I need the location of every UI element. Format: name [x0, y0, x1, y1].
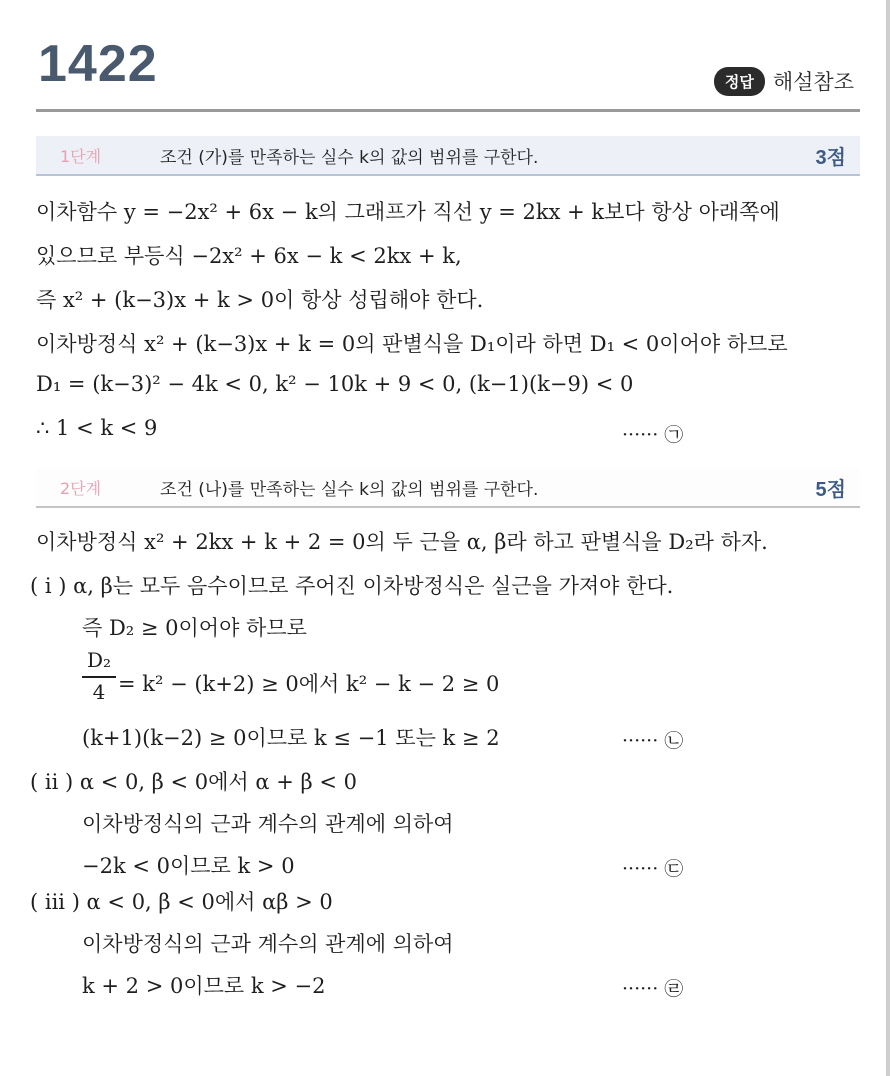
step1-line-4: 이차방정식 x² + (k−3)x + k = 0의 판별식을 D₁이라 하면 D₁ < 0이어야 하므로 [36, 332, 788, 356]
case3-line-2: 이차방정식의 근과 계수의 관계에 의하여 [82, 932, 454, 956]
case3-line-1: ( iii ) α < 0, β < 0에서 αβ > 0 [30, 890, 333, 914]
case2-line-2: 이차방정식의 근과 계수의 관계에 의하여 [82, 812, 454, 836]
case1-line-2: 즉 D₂ ≥ 0이어야 하므로 [82, 616, 307, 640]
case2-line-3: −2k < 0이므로 k > 0 [82, 854, 295, 878]
step2-score: 5점 [815, 478, 846, 501]
case1-line-1: ( i ) α, β는 모두 음수이므로 주어진 이차방정식은 실근을 가져야 한다. [30, 574, 674, 598]
step1-line-2: 있으므로 부등식 −2x² + 6x − k < 2kx + k, [36, 244, 462, 268]
step2-intro: 이차방정식 x² + 2kx + k + 2 = 0의 두 근을 α, β라 하고 판별식을 D₂라 하자. [36, 530, 768, 554]
case1-line-3: = k² − (k+2) ≥ 0에서 k² − k − 2 ≥ 0 [118, 672, 500, 696]
fraction-numerator: D₂ [86, 648, 112, 672]
step2-header [36, 468, 860, 508]
case1-line-4: (k+1)(k−2) ≥ 0이므로 k ≤ −1 또는 k ≥ 2 [82, 726, 500, 750]
problem-number: 1422 [38, 35, 158, 93]
step1-marker: ······ ㉠ [622, 424, 684, 446]
step1-score: 3점 [815, 146, 846, 169]
step1-label: 1단계 [60, 146, 102, 166]
step1-line-3: 즉 x² + (k−3)x + k > 0이 항상 성립해야 한다. [36, 288, 484, 312]
step1-line-1: 이차함수 y = −2x² + 6x − k의 그래프가 직선 y = 2kx + k보다 항상 아래쪽에 [36, 200, 780, 224]
discriminant-fraction [82, 648, 116, 706]
page-edge [886, 0, 890, 1076]
fraction-bar [82, 676, 116, 678]
case2-line-1: ( ii ) α < 0, β < 0에서 α + β < 0 [30, 770, 357, 794]
step1-header [36, 136, 860, 176]
answer-reference [714, 66, 854, 96]
step2-label: 2단계 [60, 478, 102, 498]
case3-marker: ······ ㉣ [622, 978, 684, 1000]
case2-marker: ······ ㉢ [622, 858, 684, 880]
answer-badge: 정답 [714, 67, 765, 96]
fraction-denominator: 4 [92, 680, 106, 704]
step1-line-5: D₁ = (k−3)² − 4k < 0, k² − 10k + 9 < 0, (k−1)(k−9) < 0 [36, 372, 634, 396]
step2-title: 조건 (나)를 만족하는 실수 k의 값의 범위를 구한다. [160, 479, 539, 500]
header-divider [36, 109, 860, 112]
step1-title: 조건 (가)를 만족하는 실수 k의 값의 범위를 구한다. [160, 147, 539, 168]
step1-line-6: ∴ 1 < k < 9 [36, 416, 158, 440]
case3-line-3: k + 2 > 0이므로 k > −2 [82, 974, 326, 998]
case1-marker: ······ ㉡ [622, 730, 684, 752]
answer-text: 해설참조 [772, 70, 854, 94]
